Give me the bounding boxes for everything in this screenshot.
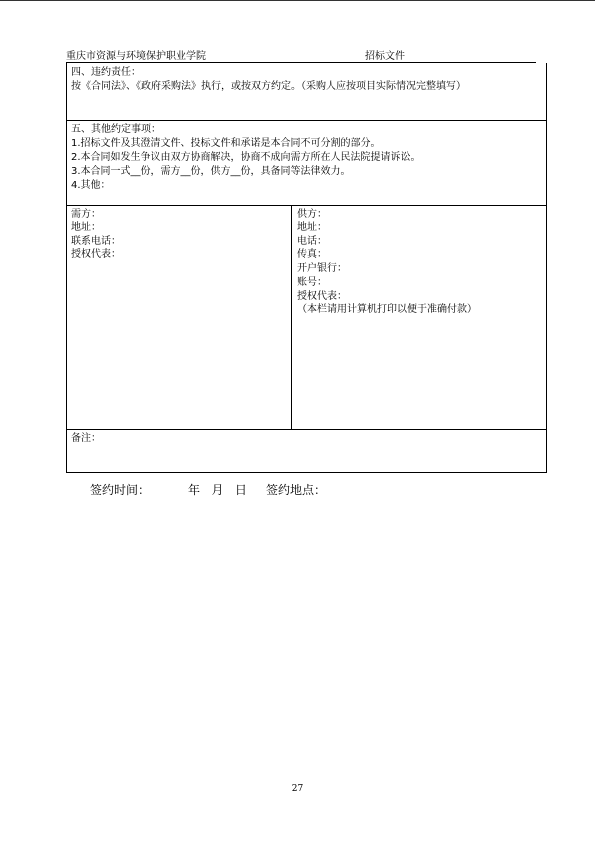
column-divider [291, 206, 292, 429]
buyer-line: 地址： [71, 222, 101, 233]
section5-item: 4.其他： [71, 180, 111, 191]
section5-item: 2.本合同如发生争议由双方协商解决，协商不成向需方所在人民法院提请诉讼。 [71, 152, 421, 163]
top-border-line [0, 0, 595, 1]
signing-place-label: 签约地点： [266, 483, 327, 497]
section5-title: 五、其他约定事项： [71, 124, 161, 135]
supplier-line: 传真： [297, 249, 327, 260]
remarks-label: 备注： [71, 433, 101, 444]
signing-time-label: 签约时间： [90, 483, 151, 497]
section-other-terms [66, 120, 547, 206]
supplier-line: 供方： [297, 209, 327, 220]
page-number: 27 [291, 784, 304, 794]
section5-item: 3.本合同一式__份，需方__份，供方__份，具备同等法律效力。 [71, 166, 351, 177]
header-school-name: 重庆市资源与环境保护职业学院 [66, 51, 206, 62]
supplier-note: （本栏请用计算机打印以便于准确付款） [297, 304, 477, 315]
buyer-line: 联系电话： [71, 236, 121, 247]
buyer-line: 授权代表： [71, 249, 121, 260]
parties-table [66, 205, 547, 430]
supplier-line: 账号： [297, 277, 327, 288]
section4-title: 四、违约责任： [71, 67, 141, 78]
supplier-line: 授权代表： [297, 291, 347, 302]
header-doc-title: 招标文件 [365, 51, 405, 62]
section-breach-liability [66, 63, 547, 121]
buyer-line: 需方： [71, 209, 101, 220]
supplier-line: 地址： [297, 222, 327, 233]
remarks-box [66, 429, 547, 473]
supplier-line: 开户银行： [297, 263, 347, 274]
supplier-line: 电话： [297, 236, 327, 247]
section5-item: 1.招标文件及其澄清文件、投标文件和承诺是本合同不可分割的部分。 [71, 138, 381, 149]
section4-text: 按《合同法》、《政府采购法》执行，或按双方约定。（采购人应按项目实际情况完整填写） [71, 81, 466, 92]
signing-date: 年 月 日 [188, 483, 247, 497]
